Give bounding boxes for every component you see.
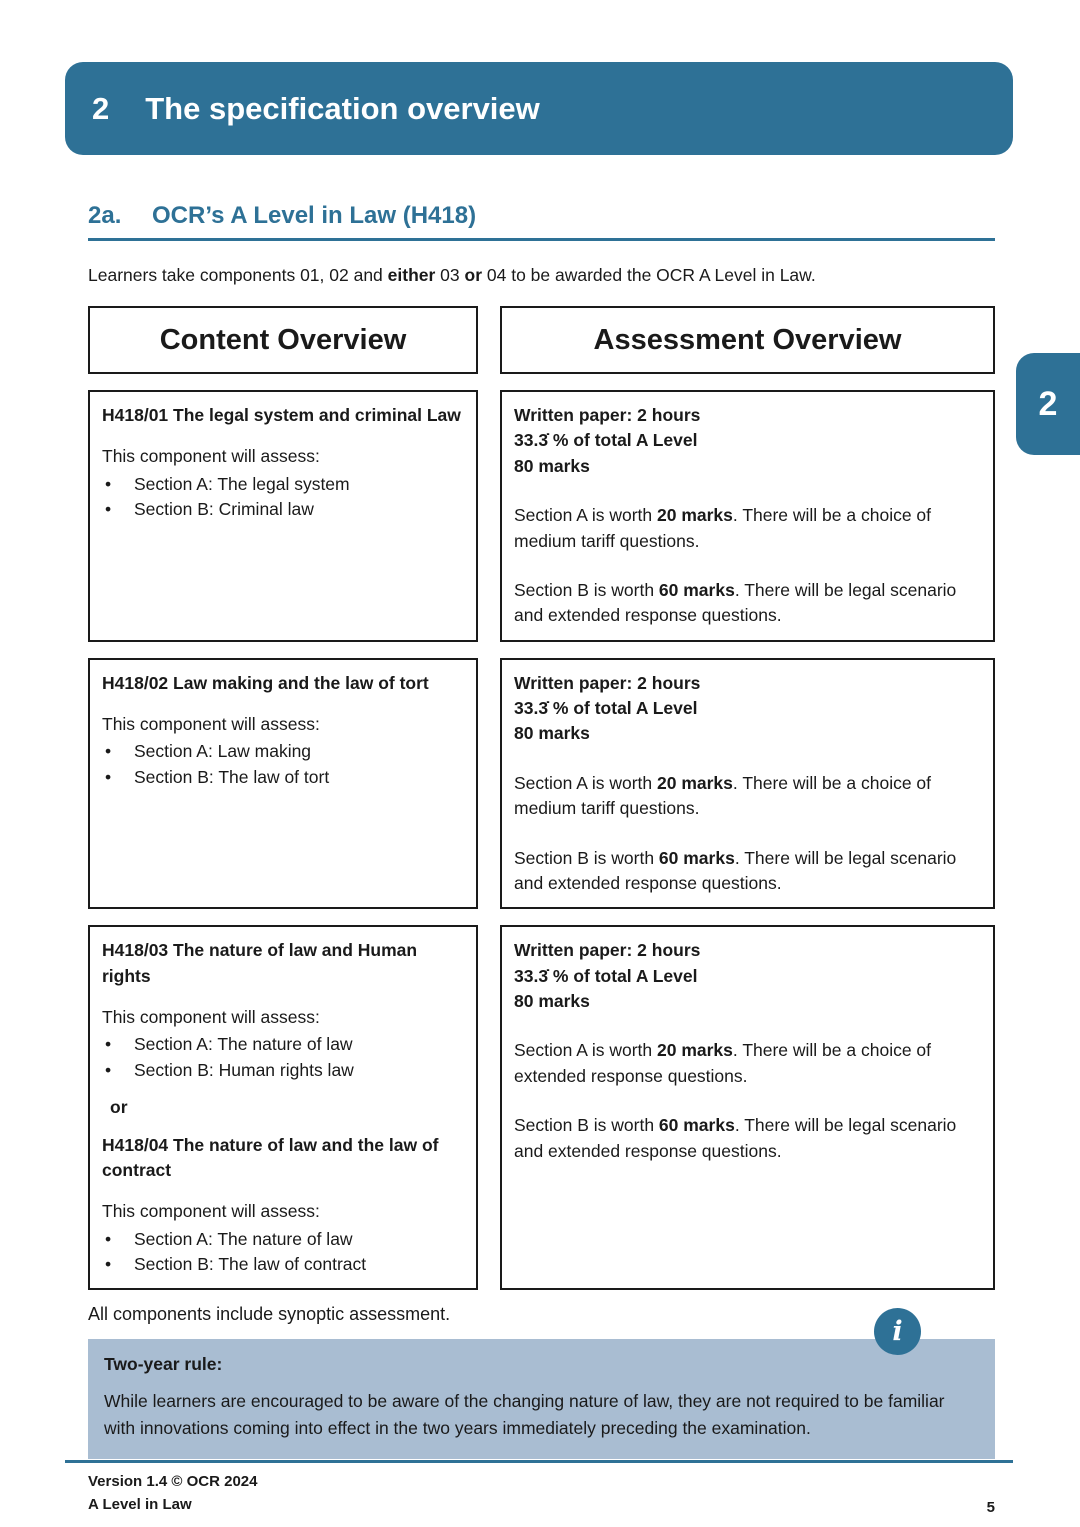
overview-grid <box>88 306 995 1290</box>
detail-text: . There will be legal scenario and extended response questions. <box>514 579 957 626</box>
marks-bold: 20 marks <box>657 772 733 793</box>
section-heading <box>88 202 995 230</box>
bullet-text: Section A: The nature of law <box>134 1034 353 1055</box>
marks-bold: 60 marks <box>658 579 735 600</box>
assessment-overview-header <box>500 306 995 374</box>
chapter-title: The specification overview <box>145 90 540 126</box>
paper-line: 33.3̇ % of total A Level <box>514 430 698 451</box>
page-footer <box>65 1460 1013 1516</box>
paper-line: 80 marks <box>514 723 590 744</box>
detail-text: Section B is worth <box>514 847 659 868</box>
content-box-h418-03-04 <box>88 925 478 1290</box>
detail-text: . There will be a choice of medium tariff questions. <box>514 505 932 551</box>
paper-line: Written paper: 2 hours <box>514 405 701 425</box>
assessment-box-h418-02 <box>500 658 995 910</box>
detail-text: Section A is worth <box>514 1040 657 1061</box>
bullet-item <box>102 1058 464 1083</box>
chapter-number: 2 <box>92 90 110 126</box>
assess-label: This component will assess: <box>102 1201 320 1222</box>
section-b-detail <box>514 578 981 629</box>
bullet-item <box>102 765 464 790</box>
bullet-text: Section A: The legal system <box>134 473 350 494</box>
detail-text: . There will be a choice of extended response questions. <box>514 1040 932 1086</box>
bullet-item <box>102 1032 464 1057</box>
detail-text: . There will be legal scenario and extended response questions. <box>514 1115 957 1161</box>
assessment-box-h418-03-04 <box>500 925 995 1290</box>
intro-paragraph <box>88 265 995 286</box>
bullet-text: Section B: The law of tort <box>134 766 330 787</box>
section-b-detail <box>514 1113 981 1164</box>
section-divider <box>88 238 995 241</box>
content-overview-title: Content Overview <box>159 323 407 356</box>
bullet-icon: • <box>105 1059 112 1080</box>
detail-text: . There will be legal scenario and extended response questions. <box>514 847 957 893</box>
assessment-overview-title: Assessment Overview <box>593 323 902 356</box>
bullet-icon: • <box>105 766 112 787</box>
marks-bold: 20 marks <box>657 505 733 526</box>
paper-line: Written paper: 2 hours <box>514 672 701 693</box>
assess-label: This component will assess: <box>102 1007 320 1027</box>
or-separator: or <box>110 1097 128 1118</box>
page-number: 5 <box>986 1499 995 1516</box>
version-line: Version 1.4 © OCR 2024 <box>88 1473 258 1490</box>
section-a-detail <box>514 1038 981 1089</box>
assess-label: This component will assess: <box>102 714 320 734</box>
bullet-icon: • <box>105 499 112 520</box>
bullet-icon: • <box>105 1254 112 1274</box>
info-icon: i <box>874 1308 921 1355</box>
paper-line: 33.3̇ % of total A Level <box>514 698 698 718</box>
marks-bold: 60 marks <box>658 847 735 868</box>
bullet-item <box>102 1227 464 1252</box>
assess-label: This component will assess: <box>102 446 320 467</box>
detail-text: Section A is worth <box>514 772 657 793</box>
bullet-item <box>102 1252 464 1277</box>
callout-title: Two-year rule: <box>104 1354 223 1375</box>
section-b-detail <box>514 846 981 897</box>
intro-text: Learners take components 01, 02 and <box>88 265 388 285</box>
marks-bold: 60 marks <box>658 1115 735 1136</box>
intro-bold-or: or <box>464 265 483 285</box>
component-title: H418/01 The legal system and criminal Law <box>102 405 461 425</box>
paper-line: 33.3̇ % of total A Level <box>514 965 698 986</box>
qualification-line: A Level in Law <box>88 1495 192 1513</box>
paper-line: 80 marks <box>514 455 590 476</box>
chapter-side-tab <box>1016 353 1080 455</box>
content-box-h418-02 <box>88 658 478 910</box>
assessment-box-h418-01 <box>500 390 995 642</box>
section-a-detail <box>514 771 981 822</box>
bullet-item <box>102 739 464 764</box>
marks-bold: 20 marks <box>657 1040 733 1061</box>
footer-row <box>65 1471 1013 1516</box>
content-overview-header <box>88 306 478 374</box>
detail-text: Section A is worth <box>514 505 657 526</box>
side-tab-label: 2 <box>1038 384 1058 423</box>
bullet-icon: • <box>105 473 112 494</box>
bullet-item <box>102 497 464 522</box>
paper-line: Written paper: 2 hours <box>514 940 701 961</box>
footer-divider <box>65 1460 1013 1463</box>
bullet-text: Section A: Law making <box>134 741 312 762</box>
detail-text: Section B is worth <box>514 1115 659 1136</box>
synoptic-note: All components include synoptic assessment. <box>88 1304 451 1325</box>
bullet-icon: • <box>105 1228 112 1249</box>
bullet-text: Section B: Human rights law <box>134 1059 354 1080</box>
component-title: H418/02 Law making and the law of tort <box>102 672 429 693</box>
content-box-h418-01 <box>88 390 478 642</box>
section-number: 2a. <box>88 202 122 229</box>
chapter-banner <box>65 62 1013 155</box>
bullet-text: Section B: The law of contract <box>134 1254 367 1274</box>
callout-body: While learners are encouraged to be aware of the changing nature of law, they are not required to be familiar with innovations coming into effect in the two years immediately preceding the examination. <box>104 1391 945 1438</box>
detail-text: . There will be a choice of medium tariff questions. <box>514 772 932 819</box>
section-a-detail <box>514 503 981 554</box>
component-title: H418/03 The nature of law and Human rights <box>102 940 418 986</box>
intro-text: 04 to be awarded the OCR A Level in Law. <box>482 265 816 285</box>
intro-text: 03 <box>435 265 465 285</box>
section-title: OCR’s A Level in Law (H418) <box>152 202 477 229</box>
intro-bold-either: either <box>387 265 436 285</box>
bullet-text: Section A: The nature of law <box>134 1228 353 1249</box>
paper-line: 80 marks <box>514 991 590 1011</box>
bullet-text: Section B: Criminal law <box>134 499 314 520</box>
detail-text: Section B is worth <box>514 579 659 600</box>
component-title: H418/04 The nature of law and the law of contract <box>102 1134 439 1180</box>
version-info <box>88 1471 257 1516</box>
page-content <box>88 202 995 1459</box>
bullet-icon: • <box>105 741 112 762</box>
bullet-item <box>102 472 464 497</box>
two-year-rule-callout <box>88 1316 995 1459</box>
bullet-icon: • <box>105 1034 112 1055</box>
